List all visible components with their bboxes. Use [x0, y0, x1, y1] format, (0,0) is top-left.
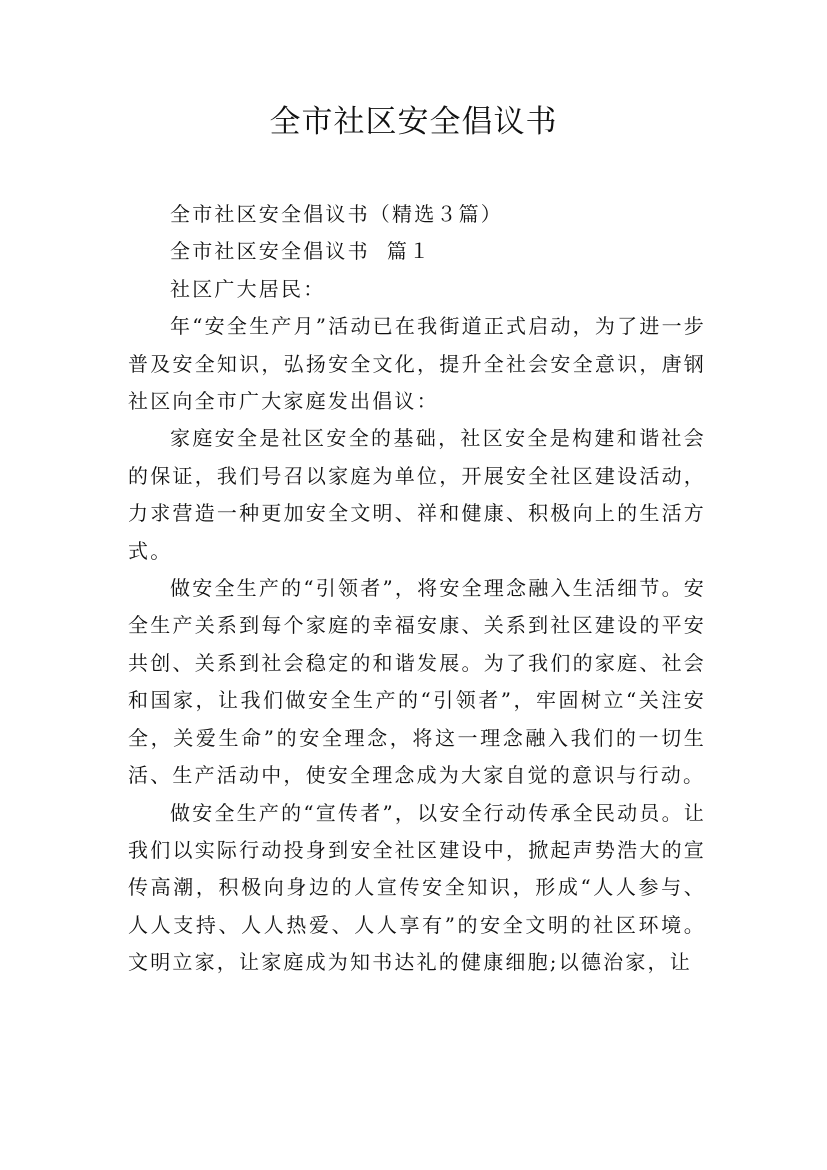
paragraph-intro: 年“安全生产月”活动已在我街道正式启动，为了进一步普及安全知识，弘扬安全文化，提升全社会安全意识，唐钢社区向全市广大家庭发出倡议：: [128, 314, 706, 414]
paragraph-family-safety: 家庭安全是社区安全的基础，社区安全是构建和谐社会的保证，我们号召以家庭为单位，开展安全社区建设活动，力求营造一种更加安全文明、祥和健康、积极向上的生活方式。: [128, 426, 706, 563]
document-body: [128, 196, 706, 982]
paragraph-section-heading: 全市社区安全倡议书 篇１: [170, 239, 432, 264]
paragraph-subtitle: 全市社区安全倡议书（精选３篇）: [170, 202, 503, 226]
paragraph-salutation: 社区广大居民：: [170, 276, 326, 301]
document-title: 全市社区安全倡议书: [269, 104, 558, 140]
paragraph-leader: 做安全生产的“引领者”，将安全理念融入生活细节。安全生产关系到每个家庭的幸福安康、关系到社区建设的平安共创、关系到社会稳定的和谐发展。为了我们的家庭、社会和国家，让我们做安全生产的“引领者”，牢固树立“关注安全，关爱生命”的安全理念，将这一理念融入我们的一切生活、生产活动中，使安全理念成为大家自觉的意识与行动。: [128, 576, 706, 788]
paragraph-promoter: 做安全生产的“宣传者”，以安全行动传承全民动员。让我们以实际行动投身到安全社区建设中，掀起声势浩大的宣传高潮，积极向身边的人宣传安全知识，形成“人人参与、人人支持、人人热爱、人人享有”的安全文明的社区环境。文明立家，让家庭成为知书达礼的健康细胞;以德治家，让: [128, 800, 706, 975]
